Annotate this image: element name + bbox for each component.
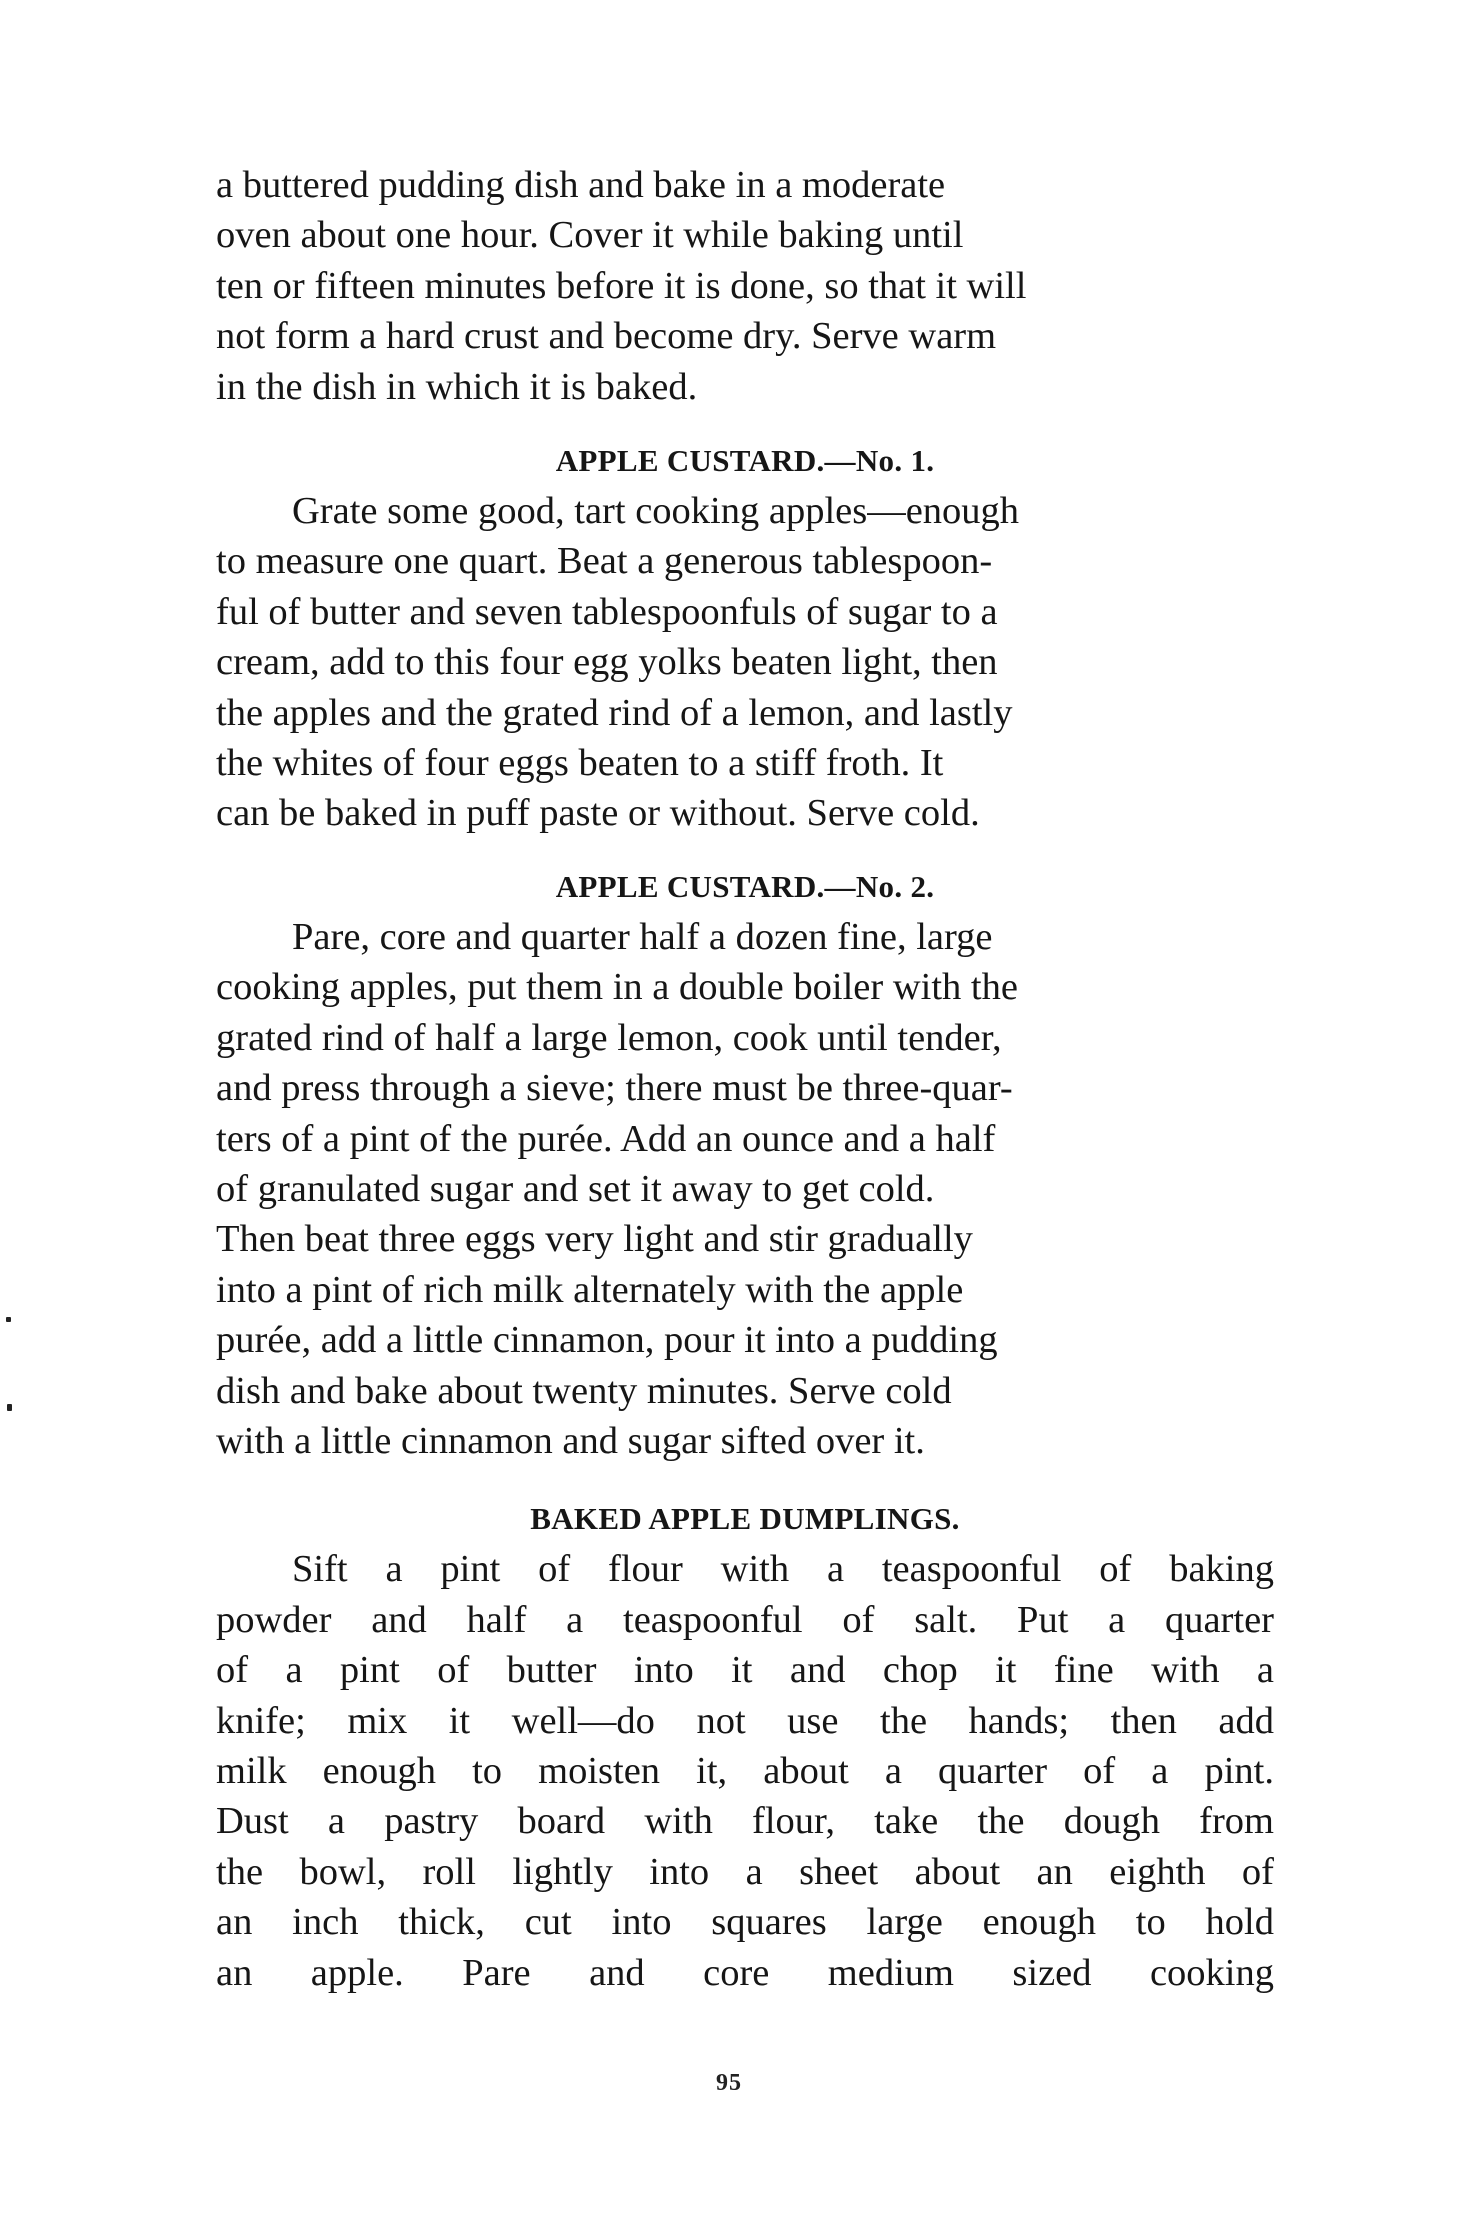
text-line: cooking apples, put them in a double boiler with the (216, 966, 1018, 1009)
page-body (216, 160, 1274, 1998)
page-number: 95 (716, 2070, 742, 2096)
text-line: can be baked in puff paste or without. Serve cold. (216, 792, 980, 835)
recipe-paragraph-baked-apple-dumplings (216, 1544, 1274, 1998)
text-line: ten or fifteen minutes before it is done, so that it will (216, 264, 1027, 307)
text-line: to measure one quart. Beat a generous tablespoon- (216, 540, 993, 583)
recipe-heading-baked-apple-dumplings: BAKED APPLE DUMPLINGS. (530, 1501, 960, 1537)
text-line: ters of a pint of the purée. Add an ounce and a half (216, 1117, 996, 1160)
text-line: dish and bake about twenty minutes. Serve cold (216, 1369, 952, 1412)
scan-speck (6, 1317, 11, 1322)
text-line: an apple. Pare and core medium sized cooking (216, 1951, 1274, 1994)
text-line: of granulated sugar and set it away to get cold. (216, 1167, 935, 1210)
text-line: in the dish in which it is baked. (216, 365, 698, 408)
text-line: powder and half a teaspoonful of salt. Put a quarter (216, 1598, 1274, 1641)
text-line: knife; mix it well—do not use the hands; then add (216, 1699, 1274, 1742)
scan-speck (7, 1404, 12, 1411)
text-line: the apples and the grated rind of a lemon, and lastly (216, 691, 1013, 734)
text-line: into a pint of rich milk alternately with the apple (216, 1268, 964, 1311)
text-line: and press through a sieve; there must be three-quar- (216, 1067, 1013, 1110)
text-line: the bowl, roll lightly into a sheet about an eighth of (216, 1850, 1274, 1893)
text-line: not form a hard crust and become dry. Serve warm (216, 315, 997, 358)
intro-paragraph (216, 160, 1274, 412)
text-line: oven about one hour. Cover it while baking until (216, 214, 964, 257)
text-line: ful of butter and seven tablespoonfuls of sugar to a (216, 590, 998, 633)
recipe-heading-apple-custard-1: APPLE CUSTARD.—No. 1. (555, 443, 935, 479)
text-line: cream, add to this four egg yolks beaten light, then (216, 641, 998, 684)
text-line: Then beat three eggs very light and stir gradually (216, 1218, 973, 1261)
text-line: Sift a pint of flour with a teaspoonful of baking (292, 1548, 1274, 1591)
text-line: of a pint of butter into it and chop it fine with a (216, 1649, 1274, 1692)
recipe-paragraph-apple-custard-2 (216, 912, 1274, 1466)
text-line: milk enough to moisten it, about a quarter of a pint. (216, 1749, 1274, 1792)
text-line: an inch thick, cut into squares large enough to hold (216, 1901, 1274, 1944)
text-line: Grate some good, tart cooking apples—enough (292, 490, 1020, 533)
text-line: the whites of four eggs beaten to a stiff froth. It (216, 742, 944, 785)
recipe-paragraph-apple-custard-1 (216, 486, 1274, 839)
text-line: Dust a pastry board with flour, take the dough from (216, 1800, 1274, 1843)
text-line: a buttered pudding dish and bake in a moderate (216, 164, 946, 206)
recipe-heading-apple-custard-2: APPLE CUSTARD.—No. 2. (555, 868, 935, 904)
text-line: grated rind of half a large lemon, cook until tender, (216, 1016, 1002, 1059)
text-line: with a little cinnamon and sugar sifted over it. (216, 1419, 925, 1462)
text-line: purée, add a little cinnamon, pour it into a pudding (216, 1319, 998, 1362)
text-line: Pare, core and quarter half a dozen fine, large (292, 915, 993, 958)
